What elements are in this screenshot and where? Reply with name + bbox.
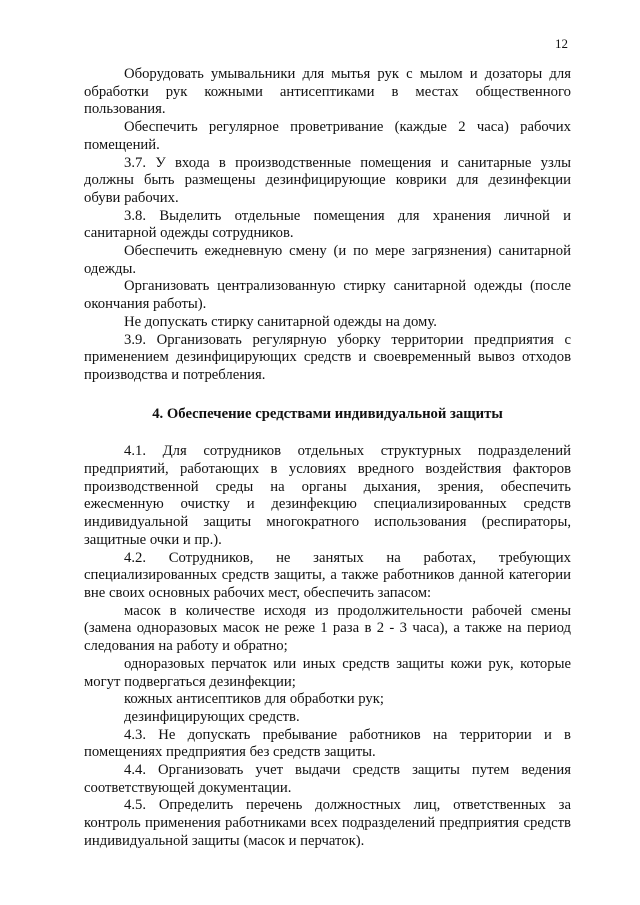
paragraph-4-1: 4.1. Для сотрудников отдельных структурных подразделений предприятий, работающих в условиях вредного воздействия факторов производственной среды на органы дыхания, зрения, обеспечить ежесменную очистку и дезинфекцию специализированных средств индивидуальной защиты многократного использования (респираторы, защитные очки и пр.).: [84, 443, 571, 548]
paragraph: Организовать централизованную стирку санитарной одежды (после окончания работы).: [84, 278, 571, 313]
paragraph: Оборудовать умывальники для мытья рук с мылом и дозаторы для обработки рук кожными антисептиками в местах общественного пользования.: [84, 66, 571, 118]
section-heading: 4. Обеспечение средствами индивидуальной защиты: [152, 405, 503, 422]
list-item: одноразовых перчаток или иных средств защиты кожи рук, которые могут подвергаться дезинфекции;: [84, 655, 571, 690]
paragraph: Обеспечить регулярное проветривание (каждые 2 часа) рабочих помещений.: [84, 119, 571, 153]
document-body: [84, 66, 571, 851]
page-number: 12: [555, 36, 568, 51]
paragraph-3-8: 3.8. Выделить отдельные помещения для хранения личной и санитарной одежды сотрудников.: [84, 207, 571, 242]
paragraph-3-9: 3.9. Организовать регулярную уборку территории предприятия с применением дезинфицирующих средств и своевременный вывоз отходов производства и потребления.: [84, 331, 571, 383]
paragraph-4-5: 4.5. Определить перечень должностных лиц, ответственных за контроль применения работниками всех подразделений предприятия средств индивидуальной защиты (масок и перчаток).: [84, 797, 571, 849]
paragraph: Обеспечить ежедневную смену (и по мере загрязнения) санитарной одежды.: [84, 243, 571, 277]
paragraph: Не допускать стирку санитарной одежды на дому.: [124, 313, 437, 330]
paragraph-4-2: 4.2. Сотрудников, не занятых на работах, требующих специализированных средств защиты, а также работников данной категории вне своих основных рабочих мест, обеспечить запасом:: [84, 549, 571, 601]
list-item: дезинфицирующих средств.: [124, 708, 300, 725]
paragraph-4-3: 4.3. Не допускать пребывание работников на территории и в помещениях предприятия без средств защиты.: [84, 726, 571, 761]
list-item: масок в количестве исходя из продолжительности рабочей смены (замена одноразовых масок не реже 1 раза в 2 - 3 часа), а также на период следования на работу и обратно;: [84, 602, 571, 655]
paragraph-3-7: 3.7. У входа в производственные помещения и санитарные узлы должны быть размещены дезинфицирующие коврики для дезинфекции обуви рабочих.: [84, 154, 571, 206]
list-item: кожных антисептиков для обработки рук;: [124, 691, 384, 708]
paragraph-4-4: 4.4. Организовать учет выдачи средств защиты путем ведения соответствующей документации.: [84, 762, 571, 796]
